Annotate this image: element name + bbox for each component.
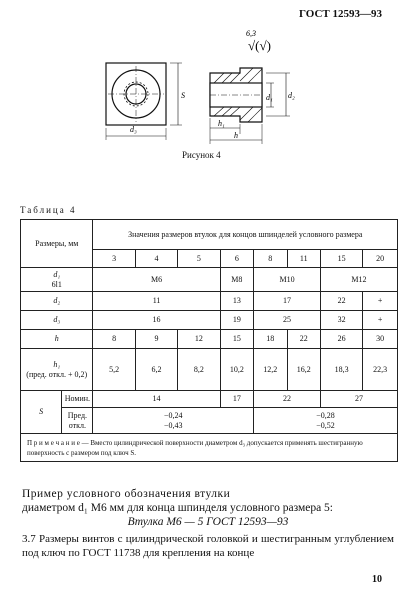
- technical-drawing: [90, 28, 320, 146]
- row-label: d₃: [21, 311, 93, 330]
- example-designation: Втулка М6 — 5 ГОСТ 12593—93: [127, 516, 289, 528]
- size-col: 3: [93, 250, 135, 268]
- label-h1: h₁: [218, 119, 225, 128]
- row-label: d₁ 6l1: [21, 268, 93, 292]
- row-d3: d₃ 16 19 25 32 +: [21, 311, 398, 330]
- row-S-dev: Пред. откл. −0,24 −0,43 −0,28 −0,52: [21, 408, 398, 434]
- label-S: S: [181, 91, 185, 100]
- size-col: 8: [254, 250, 287, 268]
- row-h1: h₁ (пред. откл. + 0,2) 5,2 6,2 8,2 10,2 12,2 16,2 18,3 22,3: [21, 349, 398, 391]
- size-col: 4: [135, 250, 177, 268]
- standard-header: ГОСТ 12593—93: [299, 8, 382, 20]
- row-S-nom: S Номин. 14 17 22 27: [21, 391, 398, 408]
- label-h: h: [234, 131, 238, 140]
- header-dimensions: Размеры, мм: [21, 220, 93, 268]
- roughness-value: 6,3: [246, 29, 256, 38]
- figure-caption: Рисунок 4: [182, 150, 221, 160]
- dev-label: Пред. откл.: [62, 408, 93, 434]
- size-col: 20: [363, 250, 398, 268]
- label-d2: d₂: [288, 91, 295, 100]
- roughness-symbol: √(√): [248, 38, 271, 53]
- page-number: 10: [372, 574, 382, 585]
- size-col: 11: [287, 250, 320, 268]
- example-line-1: Пример условного обозначения втулки: [22, 488, 231, 500]
- row-d1: d₁ 6l1 М6 М8 М10 М12: [21, 268, 398, 292]
- table-title: Таблица 4: [20, 205, 77, 215]
- label-d1: d₁: [266, 93, 273, 102]
- row-label: d₂: [21, 292, 93, 311]
- table-note: П р и м е ч а н и е — Вместо цилиндрической поверхности диаметром d₃ допускается применять шестигранную поверхность с размером под ключ S.: [21, 434, 398, 462]
- size-col: 5: [178, 250, 220, 268]
- paragraph-3-7: 3.7 Размеры винтов с цилиндрической головкой и шестигранным углублением под ключ по ГОСТ 11738 для крепления на конце: [22, 533, 394, 559]
- row-label: h₁ (пред. откл. + 0,2): [21, 349, 93, 391]
- row-d2: d₂ 11 13 17 22 +: [21, 292, 398, 311]
- example-line-2: диаметром d₁ М6 мм для конца шпинделя условного размера 5:: [22, 502, 333, 514]
- row-label: h: [21, 330, 93, 349]
- front-view: [106, 63, 182, 140]
- row-label: S: [21, 391, 62, 434]
- label-d3: d₃: [130, 125, 137, 134]
- row-h: h 8 9 12 15 18 22 26 30: [21, 330, 398, 349]
- size-col: 6: [220, 250, 253, 268]
- row-note: [21, 434, 398, 462]
- dimensions-table: [20, 219, 398, 462]
- header-group: Значения размеров втулок для концов шпинделей условного размера: [93, 220, 398, 250]
- nom-label: Номин.: [62, 391, 93, 408]
- size-col: 15: [320, 250, 362, 268]
- designation-example: [22, 487, 394, 529]
- section-view: [210, 68, 290, 144]
